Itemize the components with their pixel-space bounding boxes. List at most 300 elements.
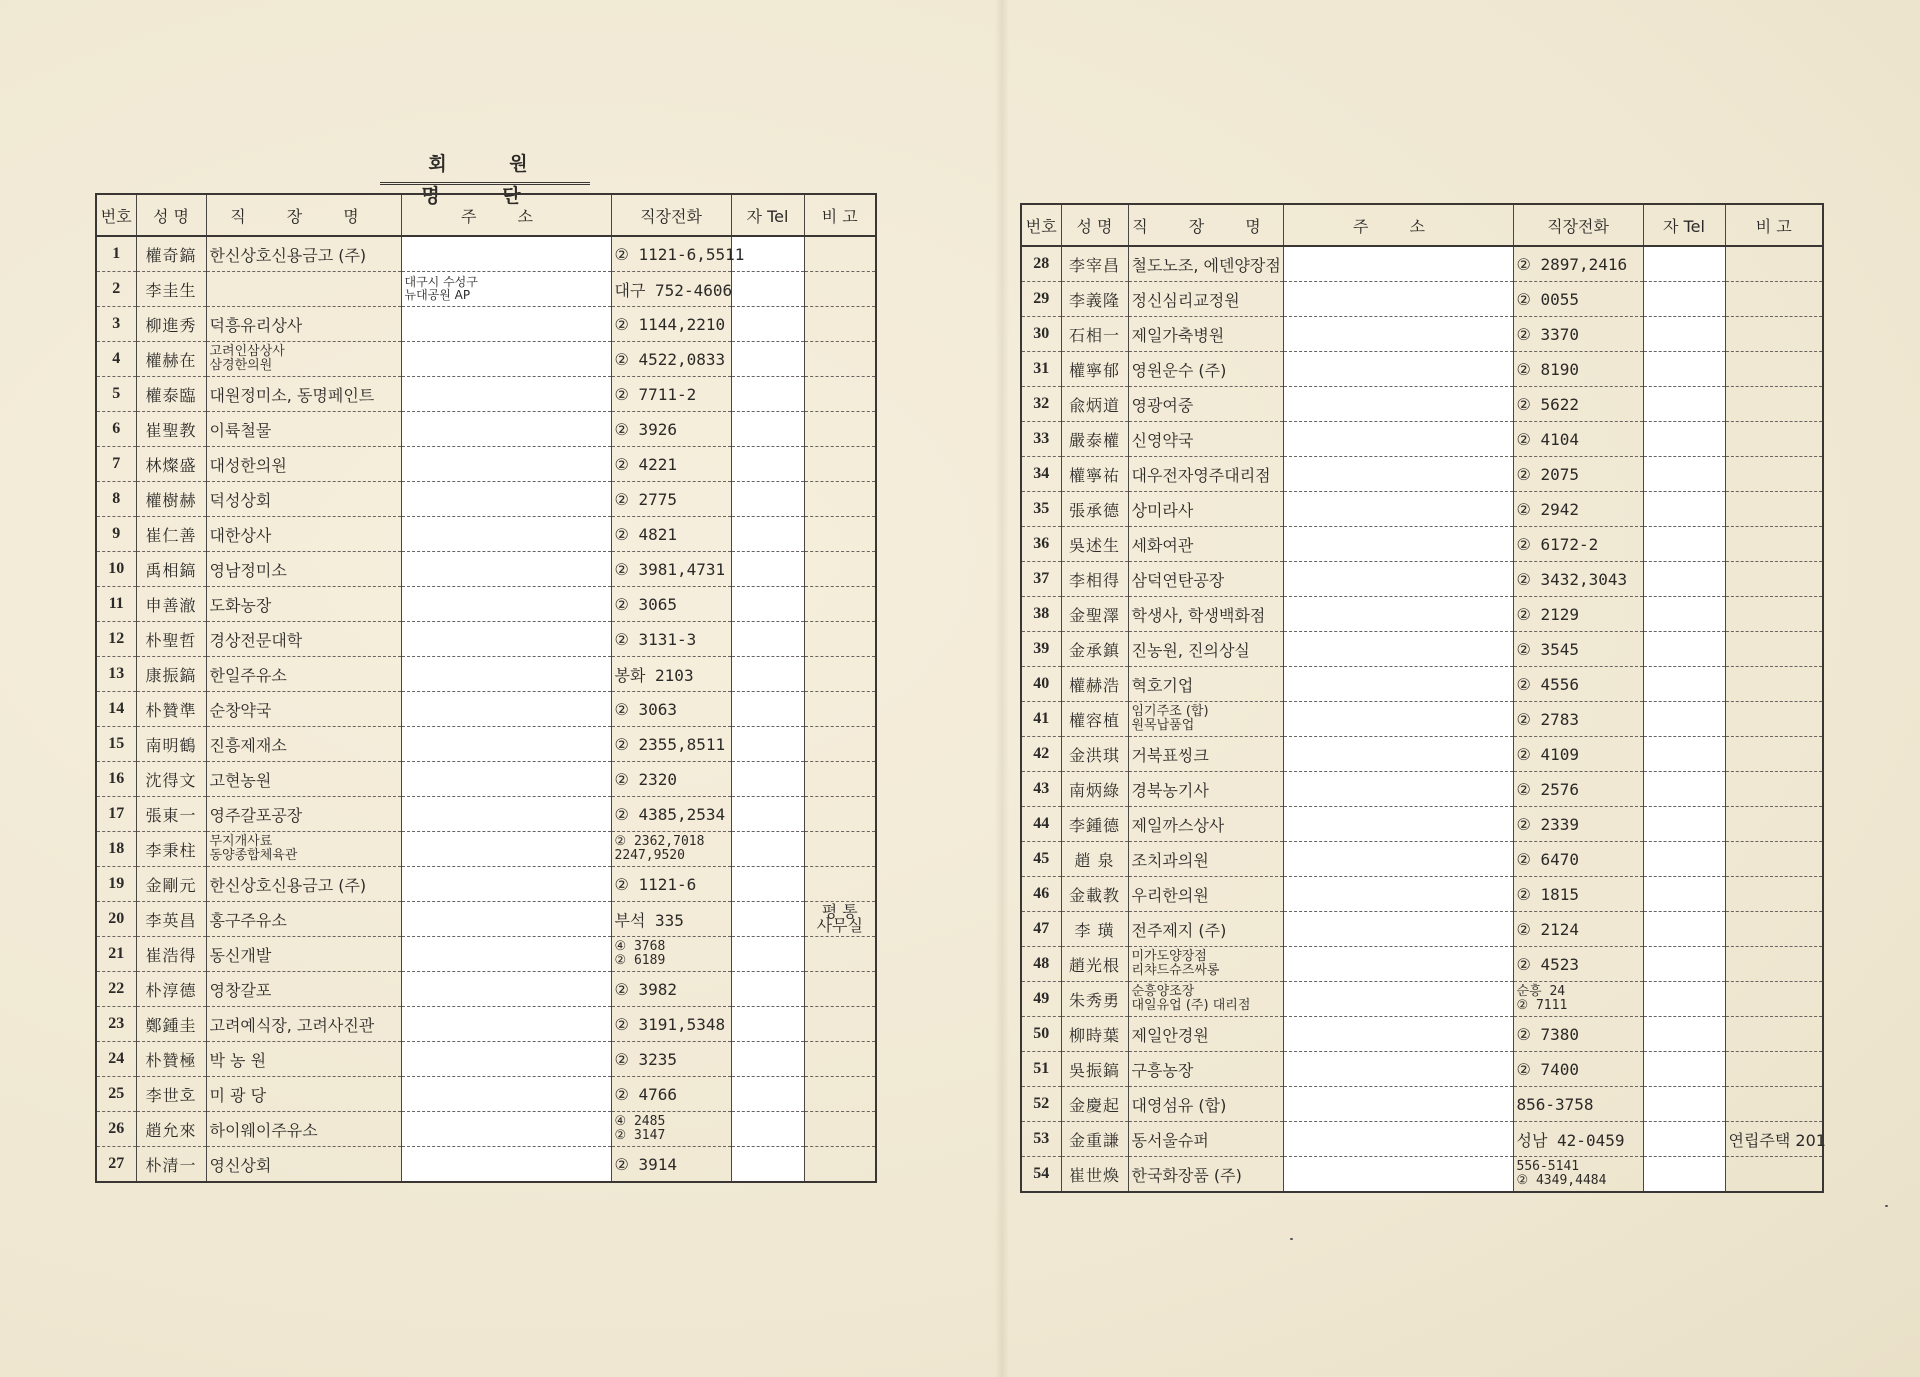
home-tel-cell (731, 1147, 804, 1183)
home-tel-cell (1643, 842, 1725, 877)
member-name: 權赫在 (136, 342, 206, 377)
member-number: 24 (96, 1042, 136, 1077)
table-row (96, 1112, 876, 1147)
workplace-name-text: 박 농 원 (209, 1050, 267, 1070)
table-row (1021, 387, 1823, 422)
workplace-name (1128, 772, 1283, 807)
address-cell (1283, 947, 1513, 982)
table-row (96, 832, 876, 867)
remarks-cell (804, 482, 876, 517)
table-row (96, 482, 876, 517)
work-phone-text: ② 3432,3043 (1516, 569, 1628, 589)
member-name: 權樹赫 (136, 482, 206, 517)
address-cell (401, 1007, 611, 1042)
workplace-name (1128, 877, 1283, 912)
home-tel-cell (731, 272, 804, 307)
table-row (1021, 317, 1823, 352)
remarks-cell (1725, 1122, 1826, 1157)
member-number: 20 (96, 902, 136, 937)
work-phone-text: ② 3191,5348 (614, 1014, 726, 1034)
work-phone (611, 1042, 731, 1077)
home-tel-cell (731, 342, 804, 377)
home-tel-cell (1643, 282, 1725, 317)
work-phone (611, 1007, 731, 1042)
workplace-name-text: 우리한의원 (1131, 885, 1209, 905)
remarks-cell (1725, 982, 1823, 1017)
table-row (1021, 282, 1823, 317)
remarks-cell (804, 1147, 876, 1183)
home-tel-cell (731, 622, 804, 657)
table-row (96, 797, 876, 832)
workplace-name-text: 삼덕연탄공장 (1131, 570, 1225, 590)
address-cell (401, 902, 611, 937)
member-name: 權寧郁 (1061, 352, 1128, 387)
table-row (96, 307, 876, 342)
remarks-cell (1725, 1052, 1823, 1087)
workplace-name-text: 영광여중 (1131, 395, 1194, 415)
work-phone (1513, 842, 1643, 877)
remarks-cell (804, 307, 876, 342)
workplace-name (1128, 352, 1283, 387)
home-tel-cell (731, 1042, 804, 1077)
address-cell (1283, 772, 1513, 807)
member-number: 6 (96, 412, 136, 447)
workplace-name (1128, 387, 1283, 422)
remarks-cell-text: 연립주택 201 (1728, 1130, 1826, 1150)
address-cell (401, 657, 611, 692)
remarks-cell (804, 447, 876, 482)
member-number: 49 (1021, 982, 1061, 1017)
member-name: 鄭鍾圭 (136, 1007, 206, 1042)
work-phone-text: 부석 335 (614, 910, 684, 930)
workplace-name-text: 하이웨이주유소 (209, 1120, 318, 1140)
work-phone-text: ② 7380 (1516, 1024, 1580, 1044)
home-tel-cell (1643, 1052, 1725, 1087)
remarks-cell (804, 1007, 876, 1042)
table-row (1021, 632, 1823, 667)
home-tel-cell (731, 657, 804, 692)
member-name: 崔世煥 (1061, 1157, 1128, 1193)
workplace-name (1128, 246, 1283, 282)
home-tel-cell (1643, 457, 1725, 492)
table-row (1021, 842, 1823, 877)
address-cell (1283, 246, 1513, 282)
home-tel-cell (731, 1007, 804, 1042)
workplace-name-text: 이륙철물 (209, 420, 272, 440)
address-cell (1283, 282, 1513, 317)
work-phone (1513, 807, 1643, 842)
member-number: 44 (1021, 807, 1061, 842)
address-cell (1283, 562, 1513, 597)
workplace-name (1128, 912, 1283, 947)
member-number: 27 (96, 1147, 136, 1183)
member-number: 4 (96, 342, 136, 377)
member-number: 1 (96, 236, 136, 272)
workplace-name (1128, 317, 1283, 352)
remarks-cell (804, 622, 876, 657)
workplace-name (1128, 1157, 1283, 1193)
work-phone (1513, 877, 1643, 912)
remarks-cell (1725, 422, 1823, 457)
member-number: 39 (1021, 632, 1061, 667)
workplace-name (1128, 1017, 1283, 1052)
workplace-name (1128, 737, 1283, 772)
member-name: 李 璜 (1061, 912, 1128, 947)
workplace-name (1128, 982, 1283, 1017)
work-phone (1513, 597, 1643, 632)
remarks-cell (1725, 352, 1823, 387)
remarks-cell-line: 평 통 (821, 902, 858, 921)
member-number: 45 (1021, 842, 1061, 877)
member-number: 3 (96, 307, 136, 342)
workplace-name-text: 영주갈포공장 (209, 805, 303, 825)
member-name: 趙允來 (136, 1112, 206, 1147)
work-phone (1513, 246, 1643, 282)
home-tel-cell (1643, 737, 1725, 772)
address-cell (401, 412, 611, 447)
work-phone-text: ② 3914 (614, 1154, 678, 1174)
address-cell (401, 236, 611, 272)
work-phone (611, 832, 731, 867)
member-name: 金承鎮 (1061, 632, 1128, 667)
workplace-name (206, 307, 401, 342)
member-number: 15 (96, 727, 136, 762)
workplace-name (1128, 282, 1283, 317)
workplace-name-line: 동양종합체육관 (209, 848, 298, 863)
header-workplace: 직 장 명 (206, 194, 401, 236)
work-phone-text: ② 4766 (614, 1084, 678, 1104)
home-tel-cell (731, 1077, 804, 1112)
work-phone (1513, 772, 1643, 807)
address-cell (401, 1042, 611, 1077)
workplace-name (1128, 597, 1283, 632)
table-row (1021, 877, 1823, 912)
work-phone (611, 727, 731, 762)
workplace-name-text: 순창약국 (209, 700, 272, 720)
workplace-name-text: 한국화장품 (주) (1131, 1165, 1242, 1185)
table-row (96, 412, 876, 447)
workplace-name (1128, 702, 1283, 737)
workplace-name-text: 제일안경원 (1131, 1025, 1209, 1045)
workplace-name (1128, 947, 1283, 982)
member-number: 51 (1021, 1052, 1061, 1087)
member-number: 30 (1021, 317, 1061, 352)
home-tel-cell (1643, 702, 1725, 737)
member-name: 吳振鎬 (1061, 1052, 1128, 1087)
table-row (96, 552, 876, 587)
work-phone (611, 482, 731, 517)
address-cell-line: 뉴대공원 AP (404, 288, 471, 302)
member-number: 22 (96, 972, 136, 1007)
work-phone (1513, 352, 1643, 387)
table-row (96, 937, 876, 972)
work-phone-text: ② 3063 (614, 699, 678, 719)
address-cell (1283, 1122, 1513, 1157)
work-phone (1513, 492, 1643, 527)
member-table-left (95, 193, 877, 1183)
workplace-name-line: 순흥양조장 (1131, 984, 1195, 999)
work-phone-text: ② 2129 (1516, 604, 1580, 624)
home-tel-cell (1643, 807, 1725, 842)
home-tel-cell (1643, 947, 1725, 982)
member-name: 李宰昌 (1061, 246, 1128, 282)
work-phone-text: ② 3926 (614, 419, 678, 439)
member-name: 金洪琪 (1061, 737, 1128, 772)
workplace-name-text: 전주제지 (주) (1131, 920, 1227, 940)
remarks-cell (1725, 1017, 1823, 1052)
address-cell (1283, 982, 1513, 1017)
table-row (96, 1147, 876, 1183)
remarks-cell (1725, 1087, 1823, 1122)
remarks-cell (804, 412, 876, 447)
work-phone (1513, 1087, 1643, 1122)
table-row (1021, 246, 1823, 282)
table-row (1021, 1052, 1823, 1087)
work-phone-text: ② 2339 (1516, 814, 1580, 834)
workplace-name-text: 동서울슈퍼 (1131, 1130, 1209, 1150)
member-name: 兪炳道 (1061, 387, 1128, 422)
workplace-name-text: 경상전문대학 (209, 630, 303, 650)
home-tel-cell (731, 412, 804, 447)
work-phone (1513, 632, 1643, 667)
work-phone-text: ② 3545 (1516, 639, 1580, 659)
member-name: 申善澈 (136, 587, 206, 622)
workplace-name-text: 도화농장 (209, 595, 272, 615)
work-phone-line: 556-5141 (1516, 1159, 1580, 1174)
address-cell (401, 587, 611, 622)
member-name: 禹相鎬 (136, 552, 206, 587)
member-name: 朴清一 (136, 1147, 206, 1183)
home-tel-cell (1643, 352, 1725, 387)
remarks-cell (1725, 667, 1823, 702)
work-phone-line: ② 7111 (1516, 998, 1568, 1013)
workplace-name-text: 홍구주유소 (209, 910, 287, 930)
page-fold (995, 0, 1009, 1377)
work-phone (1513, 387, 1643, 422)
work-phone-text: ② 2320 (614, 769, 678, 789)
member-number: 53 (1021, 1122, 1061, 1157)
header-home-tel: 자 Tel (1643, 204, 1725, 246)
table-row (96, 377, 876, 412)
member-number: 2 (96, 272, 136, 307)
workplace-name (206, 902, 401, 937)
member-number: 35 (1021, 492, 1061, 527)
member-number: 13 (96, 657, 136, 692)
remarks-cell (804, 1042, 876, 1077)
work-phone-text: ② 2775 (614, 489, 678, 509)
header-no: 번호 (96, 194, 136, 236)
member-number: 21 (96, 937, 136, 972)
work-phone (611, 1147, 731, 1183)
member-name: 趙光根 (1061, 947, 1128, 982)
member-name: 金重謙 (1061, 1122, 1128, 1157)
workplace-name (206, 657, 401, 692)
member-number: 48 (1021, 947, 1061, 982)
workplace-name-text: 한신상호신용금고 (주) (209, 875, 367, 895)
workplace-name-line: 임기주조 (합) (1131, 704, 1209, 719)
workplace-name (206, 1042, 401, 1077)
work-phone (1513, 527, 1643, 562)
address-cell (401, 867, 611, 902)
remarks-cell (1725, 317, 1823, 352)
member-name: 吳述生 (1061, 527, 1128, 562)
remarks-cell (804, 1112, 876, 1147)
home-tel-cell (731, 447, 804, 482)
header-workplace: 직 장 명 (1128, 204, 1283, 246)
work-phone-line: ② 3147 (614, 1128, 666, 1143)
work-phone-text: ② 7711-2 (614, 384, 697, 404)
address-cell (401, 727, 611, 762)
workplace-name-text: 한신상호신용금고 (주) (209, 245, 367, 265)
member-name: 金剛元 (136, 867, 206, 902)
home-tel-cell (731, 797, 804, 832)
workplace-name-line: 원목납품업 (1131, 718, 1195, 733)
address-cell (401, 552, 611, 587)
member-name: 南炳綠 (1061, 772, 1128, 807)
member-name: 李秉柱 (136, 832, 206, 867)
home-tel-cell (731, 972, 804, 1007)
address-cell (401, 937, 611, 972)
workplace-name-text: 경북농기사 (1131, 780, 1209, 800)
member-name: 柳時葉 (1061, 1017, 1128, 1052)
workplace-name-text: 제일까스상사 (1131, 815, 1225, 835)
remarks-cell (804, 937, 876, 972)
table-row (96, 342, 876, 377)
address-cell (401, 832, 611, 867)
workplace-name-line: 대일유업 (주) 대리점 (1131, 998, 1251, 1013)
work-phone-text: 856-3758 (1516, 1094, 1594, 1114)
work-phone-text: ② 2942 (1516, 499, 1580, 519)
workplace-name-text: 대성한의원 (209, 455, 287, 475)
member-name: 李相得 (1061, 562, 1128, 597)
remarks-cell (1725, 947, 1823, 982)
remarks-cell (1725, 492, 1823, 527)
home-tel-cell (731, 1112, 804, 1147)
home-tel-cell (731, 937, 804, 972)
workplace-name (206, 552, 401, 587)
address-cell (1283, 1087, 1513, 1122)
member-number: 38 (1021, 597, 1061, 632)
address-cell (401, 272, 611, 307)
header-no: 번호 (1021, 204, 1061, 246)
home-tel-cell (731, 377, 804, 412)
table-row (1021, 912, 1823, 947)
remarks-cell (804, 902, 876, 937)
member-number: 11 (96, 587, 136, 622)
address-cell (401, 1077, 611, 1112)
table-row (1021, 492, 1823, 527)
table-row (1021, 772, 1823, 807)
member-name: 嚴泰權 (1061, 422, 1128, 457)
remarks-cell (1725, 912, 1823, 947)
work-phone (611, 797, 731, 832)
remarks-cell (804, 1077, 876, 1112)
remarks-cell (1725, 457, 1823, 492)
address-cell (401, 342, 611, 377)
table-row (1021, 352, 1823, 387)
work-phone (611, 236, 745, 272)
work-phone-text: ② 1144,2210 (614, 314, 726, 334)
workplace-name (206, 236, 401, 272)
workplace-name-text: 진흥제재소 (209, 735, 287, 755)
remarks-cell (804, 832, 876, 867)
address-cell (1283, 877, 1513, 912)
member-number: 32 (1021, 387, 1061, 422)
work-phone-line: ② 4349,4484 (1516, 1173, 1607, 1188)
work-phone-text: ② 2897,2416 (1516, 254, 1628, 274)
table-row (96, 1007, 876, 1042)
table-row (96, 902, 876, 937)
work-phone-text: ② 1815 (1516, 884, 1580, 904)
member-name: 崔聖教 (136, 412, 206, 447)
home-tel-cell (1643, 772, 1725, 807)
workplace-name-text: 미 광 당 (209, 1085, 267, 1105)
header-remarks: 비 고 (804, 194, 876, 236)
home-tel-cell (1643, 527, 1725, 562)
workplace-name-line: 리챠드슈즈싸롱 (1131, 963, 1220, 978)
work-phone-text: ② 0055 (1516, 289, 1580, 309)
header-address: 주 소 (401, 194, 611, 236)
workplace-name-text: 정신심리교정원 (1131, 290, 1240, 310)
work-phone-text: ② 4385,2534 (614, 804, 726, 824)
work-phone (611, 1112, 731, 1147)
document-title: 회 원 명 단 (380, 148, 590, 185)
work-phone (1513, 947, 1643, 982)
remarks-cell (1725, 842, 1823, 877)
member-number: 26 (96, 1112, 136, 1147)
work-phone-text: ② 2075 (1516, 464, 1580, 484)
workplace-name (206, 692, 401, 727)
address-cell (401, 1112, 611, 1147)
member-name: 李圭生 (136, 272, 206, 307)
workplace-name-text: 고현농원 (209, 770, 272, 790)
member-name: 金載教 (1061, 877, 1128, 912)
member-name: 朱秀勇 (1061, 982, 1128, 1017)
table-row (1021, 1087, 1823, 1122)
member-number: 34 (1021, 457, 1061, 492)
member-name: 李英昌 (136, 902, 206, 937)
remarks-cell (1725, 737, 1823, 772)
member-number: 41 (1021, 702, 1061, 737)
work-phone-text: ② 8190 (1516, 359, 1580, 379)
workplace-name (206, 937, 401, 972)
table-row (1021, 982, 1823, 1017)
table-row (96, 762, 876, 797)
table-row (96, 587, 876, 622)
table-row (1021, 737, 1823, 772)
member-name: 崔浩得 (136, 937, 206, 972)
address-cell (401, 692, 611, 727)
workplace-name (206, 412, 401, 447)
remarks-cell (804, 552, 876, 587)
remarks-cell (804, 727, 876, 762)
work-phone-text: ② 3131-3 (614, 629, 697, 649)
home-tel-cell (731, 692, 804, 727)
workplace-name-text: 제일가축병원 (1131, 325, 1225, 345)
work-phone-text: ② 3981,4731 (614, 559, 726, 579)
home-tel-cell (1643, 492, 1725, 527)
workplace-name-text: 세화여관 (1131, 535, 1194, 555)
address-cell (1283, 492, 1513, 527)
member-name: 沈得文 (136, 762, 206, 797)
workplace-name (206, 1077, 401, 1112)
remarks-cell (804, 236, 876, 272)
workplace-name (1128, 457, 1283, 492)
header-home-tel: 자 Tel (731, 194, 804, 236)
work-phone (611, 1077, 731, 1112)
home-tel-cell (731, 762, 804, 797)
member-name: 朴贊極 (136, 1042, 206, 1077)
